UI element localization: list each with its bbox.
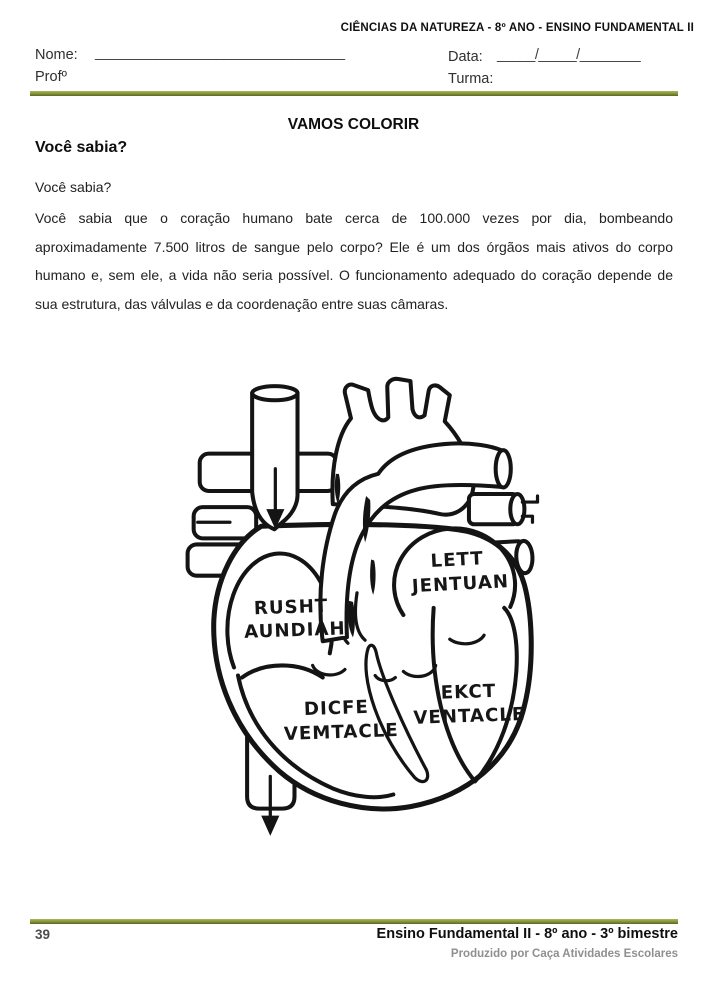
intro-line: Você sabia? xyxy=(35,179,112,195)
header-divider-rule xyxy=(30,91,678,96)
footer-divider-rule xyxy=(30,919,678,924)
class-field-label: Turma: xyxy=(448,71,494,87)
page-number: 39 xyxy=(35,927,51,942)
heart-diagram-svg xyxy=(163,373,547,855)
label-upper-right-line2: JENTUAN xyxy=(411,571,510,598)
label-lower-right-line1: EKCT xyxy=(440,680,497,704)
label-upper-left-line2: AUNDIAH xyxy=(243,618,346,643)
teacher-field-label: Profº xyxy=(35,69,67,85)
label-lower-left-line2: VEMTACLE xyxy=(283,719,400,745)
name-field-label: Nome: xyxy=(35,47,78,63)
label-upper-left-line1: RUSHT xyxy=(253,595,329,620)
date-field-label: Data: xyxy=(448,49,483,65)
footer-edition-line: Ensino Fundamental II - 8º ano - 3º bimestre xyxy=(376,926,678,942)
label-lower-left-line1: DICFE xyxy=(303,696,370,721)
label-lower-right-line2: VENTACLE xyxy=(413,703,526,729)
course-header-line: CIÊNCIAS DA NATUREZA - 8º ANO - ENSINO FUNDAMENTAL II xyxy=(340,22,694,34)
section-heading: Você sabia? xyxy=(35,139,128,156)
did-you-know-paragraph: Você sabia que o coração humano bate cerca de 100.000 vezes por dia, bombeando aproximadamente 7.500 litros de sangue pelo corpo? Ele é um dos órgãos mais ativos do corpo humano e, sem ele, a vida não seria possível. O funcionamento adequado do coração depende de sua estrutura, das válvulas e da coordenação entre suas câmaras. xyxy=(35,210,673,312)
name-blank-line: _________________________________ xyxy=(95,45,345,61)
heart-coloring-diagram xyxy=(163,373,547,855)
footer-credit-line: Produzido por Caça Atividades Escolares xyxy=(450,948,678,960)
label-upper-right-line1: LETT xyxy=(430,548,485,572)
right-pulmonary-stub-tube xyxy=(469,494,538,524)
date-blank-line: _____/_____/________ xyxy=(497,47,641,63)
activity-title: VAMOS COLORIR xyxy=(287,116,420,133)
